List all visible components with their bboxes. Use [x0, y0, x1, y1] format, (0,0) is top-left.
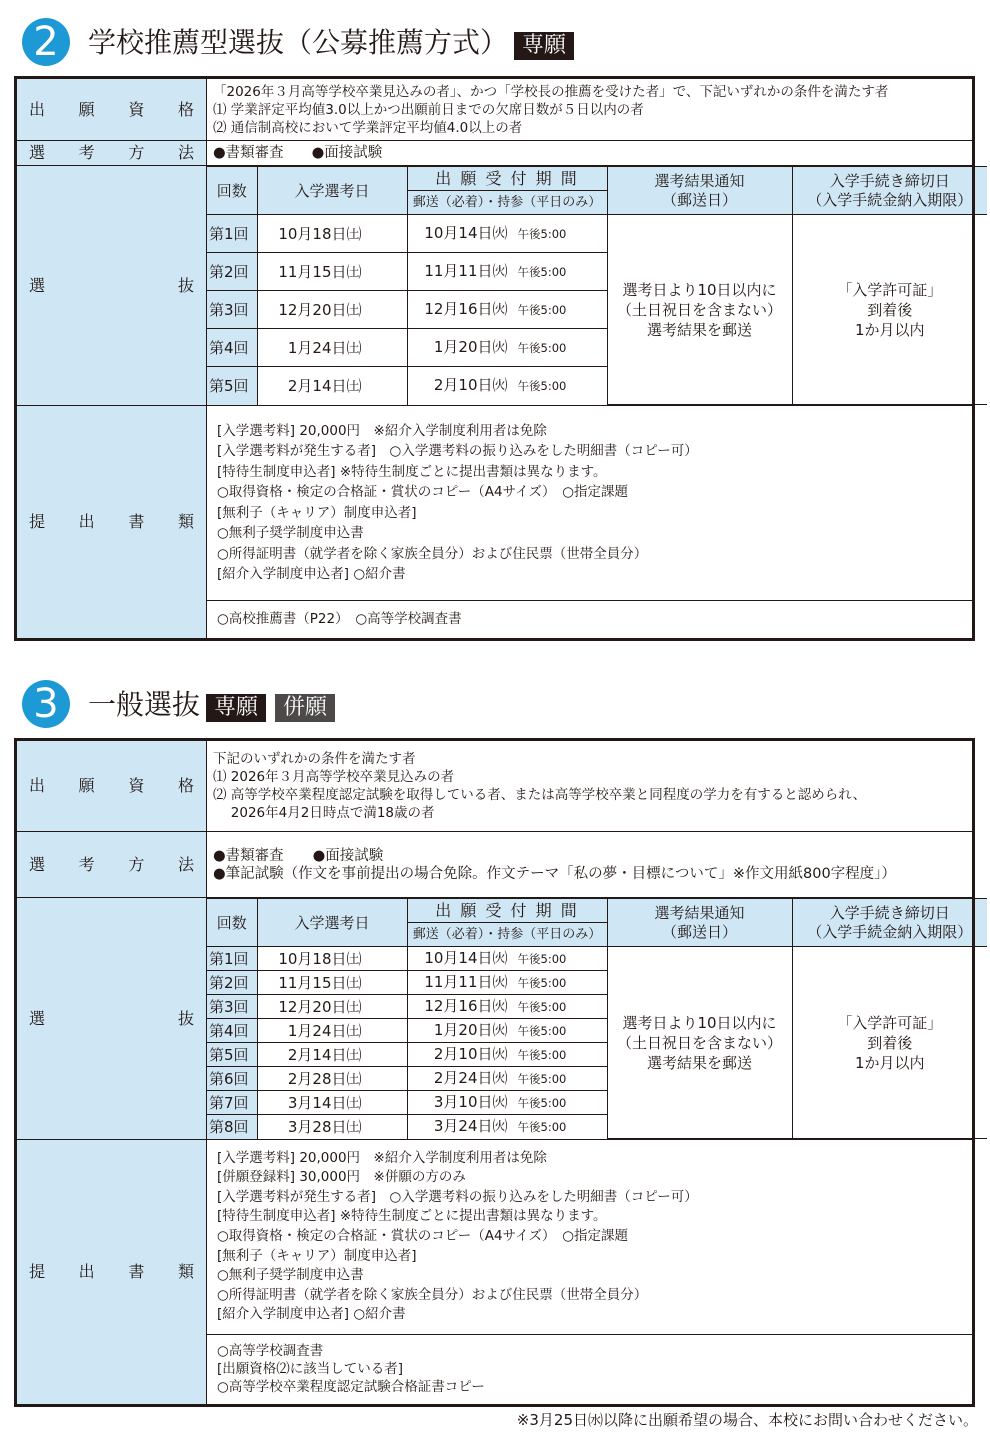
header-period-text: 出 願 受 付 期 間 — [435, 900, 579, 920]
application-deadline-time: 午後5:00 — [517, 952, 567, 966]
qualification-line: ⑵ 通信制高校において学業評定平均値4.0以上の者 — [213, 119, 523, 136]
header-notice — [607, 899, 792, 947]
round-number — [207, 1019, 257, 1043]
enrollment-deadline-line: 「入学許可証」 — [837, 1013, 943, 1032]
label-char: 選 — [29, 854, 46, 874]
enrollment-deadline-info — [792, 215, 987, 405]
round-number-text: 第1回 — [209, 224, 249, 243]
section-number-badge: 2 — [22, 18, 70, 66]
exam-date — [257, 291, 407, 329]
section-header — [14, 676, 975, 738]
application-deadline — [407, 1019, 607, 1043]
application-deadline-date: 1月20日㈫ — [433, 1021, 508, 1039]
exam-date — [257, 253, 407, 291]
document-extra-line: [出願資格⑵に該当している者] — [217, 1361, 404, 1378]
document-line: ○所得証明書（就学者を除く家族全員分）および住民票（世帯全員分） — [217, 545, 648, 562]
label-char: 方 — [128, 854, 145, 874]
document-extra-line: ○高等学校調査書 — [217, 1343, 324, 1360]
exam-date-text: 2月28日㈯ — [287, 1069, 362, 1088]
schedule-header-row — [207, 167, 987, 191]
document-line: [無利子（キャリア）制度申込者] — [217, 504, 417, 521]
round-number-text: 第5回 — [209, 376, 249, 395]
document-line: [紹介入学制度申込者] ○紹介書 — [217, 566, 406, 583]
document-line: ○無利子奨学制度申込書 — [217, 525, 364, 542]
enrollment-deadline-line: 到着後 — [867, 300, 913, 319]
qualification-label — [16, 78, 207, 141]
round-number — [207, 329, 257, 367]
round-number-text: 第7回 — [209, 1093, 249, 1112]
exam-date — [257, 1091, 407, 1115]
result-notice-line: 選考日より10日以内に — [622, 1013, 777, 1032]
schedule-header-row — [207, 899, 987, 923]
header-round-text: 回数 — [216, 913, 247, 932]
header-round — [207, 899, 257, 947]
label-char: 選 — [29, 143, 46, 162]
application-deadline-date: 2月10日㈫ — [433, 376, 508, 395]
round-number-text: 第1回 — [209, 949, 249, 968]
document-line: [入学選考料が発生する者] ○入学選考料の振り込みをした明細書（コピー可） — [217, 443, 698, 460]
section-title-wrap — [88, 26, 574, 60]
selection-label-right: 抜 — [177, 1008, 194, 1028]
round-number — [207, 367, 257, 405]
qualification-row — [16, 78, 974, 141]
method-item: ●書類審査 — [213, 145, 284, 161]
header-period-sub-text: 郵送（必着）・持参（平日のみ） — [412, 926, 602, 942]
result-notice-line: 選考結果を郵送 — [646, 1053, 752, 1072]
application-deadline — [407, 1115, 607, 1139]
documents-extra — [207, 1334, 972, 1404]
section-general-selection — [14, 676, 975, 1407]
header-notice — [607, 167, 792, 215]
round-number-text: 第8回 — [209, 1117, 249, 1136]
application-deadline-time: 午後5:00 — [517, 1048, 567, 1062]
documents-label — [16, 406, 207, 640]
application-deadline — [407, 329, 607, 367]
application-deadline-time: 午後5:00 — [517, 1024, 567, 1038]
label-char: 出 — [78, 1262, 95, 1281]
application-deadline — [407, 253, 607, 291]
document-line: [入学選考料] 20,000円 ※紹介入学制度利用者は免除 — [217, 422, 547, 439]
round-number-text: 第2回 — [209, 262, 249, 281]
document-line: [入学選考料が発生する者] ○入学選考料の振り込みをした明細書（コピー可） — [217, 1188, 698, 1205]
label-char: 法 — [177, 143, 194, 162]
qualification-line: 「2026年３月高等学校卒業見込みの者」、かつ「学校長の推薦を受けた者」で、下記いずれかの条件を満たす者 — [213, 83, 889, 100]
label-char: 方 — [128, 143, 145, 162]
schedule-container — [207, 898, 974, 1140]
label-char: 提 — [29, 1262, 46, 1281]
exam-date-text: 10月18日㈯ — [278, 224, 362, 243]
round-number — [207, 1115, 257, 1139]
application-deadline-date: 2月10日㈫ — [433, 1045, 508, 1063]
qualification-line: ⑴ 学業評定平均値3.0以上かつ出願前日までの欠席日数が５日以内の者 — [213, 101, 644, 118]
method-item: ●面接試験 — [311, 145, 383, 161]
exam-date — [257, 947, 407, 971]
round-number — [207, 1091, 257, 1115]
section-title: 一般選抜 — [88, 688, 201, 721]
exam-date-text: 11月15日㈯ — [278, 973, 362, 992]
application-deadline-time: 午後5:00 — [517, 227, 567, 241]
round-number — [207, 971, 257, 995]
header-period — [407, 899, 607, 923]
result-notice-info — [607, 215, 792, 405]
round-number-text: 第4回 — [209, 338, 249, 357]
schedule-table — [207, 898, 987, 1139]
application-deadline-date: 12月16日㈫ — [424, 997, 508, 1015]
document-line: [無利子（キャリア）制度申込者] — [217, 1247, 417, 1264]
enrollment-deadline-line: 到着後 — [867, 1033, 913, 1052]
round-number — [207, 215, 257, 253]
documents-row — [16, 406, 974, 640]
header-round — [207, 167, 257, 215]
header-notice-sub: （郵送日） — [661, 190, 737, 209]
selection-row — [16, 166, 974, 406]
header-notice-text: 選考結果通知 — [654, 903, 745, 922]
round-number — [207, 1043, 257, 1067]
header-deadline-text: 入学手続き締切日 — [829, 171, 950, 190]
section-number-badge: 3 — [22, 680, 70, 728]
document-line: ○取得資格・検定の合格証・賞状のコピー（A4サイズ） ○指定課題 — [217, 484, 629, 501]
exam-date-text: 1月24日㈯ — [287, 338, 362, 357]
exam-date — [257, 1019, 407, 1043]
enrollment-deadline-line: 1か月以内 — [854, 320, 925, 339]
method-content — [207, 141, 974, 166]
application-deadline-date: 3月24日㈫ — [433, 1117, 508, 1136]
result-notice-line: （土日祝日を含まない） — [616, 300, 782, 319]
document-extra-line: ○高校推薦書（P22） ○高等学校調査書 — [217, 611, 462, 628]
qualification-line: 下記のいずれかの条件を満たす者 — [213, 751, 416, 767]
schedule-container — [207, 166, 974, 406]
application-type-tags — [514, 26, 574, 60]
round-number-text: 第4回 — [209, 1021, 249, 1040]
enrollment-deadline-info — [792, 947, 987, 1139]
method-item: ●筆記試験（作文を事前提出の場合免除。作文テーマ「私の夢・目標について」※作文用紙800字程度」） — [213, 865, 896, 882]
application-deadline-time: 午後5:00 — [517, 1096, 567, 1110]
application-deadline-date: 2月24日㈫ — [433, 1069, 508, 1087]
application-deadline-time: 午後5:00 — [517, 379, 567, 394]
document-line: [特待生制度申込者] ※特待生制度ごとに提出書類は異なります。 — [217, 463, 607, 480]
exam-date — [257, 971, 407, 995]
document-line: ○無利子奨学制度申込書 — [217, 1267, 364, 1284]
round-number — [207, 995, 257, 1019]
label-char: 格 — [177, 99, 194, 119]
documents-list — [207, 406, 972, 600]
application-deadline — [407, 1043, 607, 1067]
label-char: 資 — [128, 99, 145, 119]
round-number-text: 第6回 — [209, 1069, 249, 1088]
document-line: [紹介入学制度申込者] ○紹介書 — [217, 1306, 406, 1323]
application-deadline-time: 午後5:00 — [517, 265, 567, 279]
method-row — [16, 141, 974, 166]
application-type-tag: 専願 — [206, 694, 266, 722]
header-notice-sub: （郵送日） — [661, 922, 737, 941]
requirements-table — [14, 738, 975, 1407]
section-title: 学校推薦型選抜（公募推薦方式） — [88, 26, 509, 59]
document-line: [併願登録料] 30,000円 ※併願の方のみ — [217, 1169, 466, 1186]
documents-extra — [207, 600, 972, 638]
method-row — [16, 832, 974, 898]
label-char: 類 — [177, 1262, 194, 1281]
exam-date-text: 2月14日㈯ — [287, 376, 362, 395]
application-deadline-time: 午後5:00 — [517, 976, 567, 990]
application-deadline-date: 1月20日㈫ — [433, 338, 508, 356]
label-char: 考 — [78, 854, 95, 874]
qualification-line: ⑴ 2026年３月高等学校卒業見込みの者 — [213, 769, 455, 785]
footnote: ※3月25日㈬以降に出願希望の場合、本校にお問い合わせください。 — [516, 1411, 978, 1429]
qualification-label — [16, 740, 207, 832]
qualification-line: ⑵ 高等学校卒業程度認定試験を取得している者、または高等学校卒業と同程度の学力を有すると認められ、 — [213, 787, 867, 803]
header-notice-text: 選考結果通知 — [654, 171, 745, 190]
header-exam-date-text: 入学選考日 — [294, 181, 370, 200]
section-school-recommendation — [14, 14, 975, 641]
enrollment-deadline-line: 「入学許可証」 — [837, 280, 943, 299]
header-period-text: 出 願 受 付 期 間 — [435, 168, 579, 188]
application-type-tags — [206, 688, 335, 722]
documents-row — [16, 1140, 974, 1406]
exam-date-text: 10月18日㈯ — [278, 949, 362, 968]
label-char: 類 — [177, 512, 194, 531]
document-line: [入学選考料] 20,000円 ※紹介入学制度利用者は免除 — [217, 1149, 547, 1166]
documents-list — [207, 1140, 972, 1334]
selection-label — [16, 166, 207, 406]
label-char: 書 — [128, 1262, 145, 1281]
label-char: 出 — [29, 99, 46, 119]
application-deadline — [407, 1091, 607, 1115]
application-deadline — [407, 971, 607, 995]
header-period-sub-text: 郵送（必着）・持参（平日のみ） — [412, 194, 602, 210]
header-deadline — [792, 899, 987, 947]
application-deadline — [407, 1067, 607, 1091]
round-number — [207, 253, 257, 291]
qualification-row — [16, 740, 974, 832]
application-deadline — [407, 215, 607, 253]
document-line: ○所得証明書（就学者を除く家族全員分）および住民票（世帯全員分） — [217, 1286, 648, 1303]
application-deadline — [407, 995, 607, 1019]
method-label — [16, 141, 207, 166]
exam-date-text: 3月28日㈯ — [287, 1117, 362, 1136]
header-deadline-text: 入学手続き締切日 — [829, 903, 950, 922]
documents-container — [207, 1140, 974, 1406]
header-deadline-sub: （入学手続金納入期限） — [807, 922, 973, 941]
document-line: [特待生制度申込者] ※特待生制度ごとに提出書類は異なります。 — [217, 1208, 607, 1225]
requirements-table — [14, 76, 975, 641]
exam-date — [257, 329, 407, 367]
label-char: 書 — [128, 512, 145, 531]
selection-label-left: 選 — [29, 275, 46, 295]
label-char: 願 — [78, 99, 95, 119]
header-exam-date — [257, 167, 407, 215]
application-deadline — [407, 291, 607, 329]
application-type-tag: 専願 — [514, 32, 574, 60]
selection-row — [16, 898, 974, 1140]
result-notice-line: 選考結果を郵送 — [646, 320, 752, 339]
selection-label — [16, 898, 207, 1140]
header-deadline-sub: （入学手続金納入期限） — [807, 190, 973, 209]
schedule-table — [207, 166, 987, 405]
method-content — [207, 832, 974, 898]
round-number-text: 第3回 — [209, 300, 249, 319]
exam-date-text: 3月14日㈯ — [287, 1093, 362, 1112]
application-deadline-date: 10月14日㈫ — [424, 949, 508, 967]
header-exam-date — [257, 899, 407, 947]
selection-label-left: 選 — [29, 1008, 46, 1028]
application-deadline-date: 12月16日㈫ — [424, 300, 508, 318]
exam-date — [257, 1067, 407, 1091]
exam-date — [257, 1043, 407, 1067]
application-deadline-time: 午後5:00 — [517, 1120, 567, 1135]
document-extra-line: ○高等学校卒業程度認定試験合格証書コピー — [217, 1379, 485, 1396]
schedule-row — [207, 215, 987, 253]
enrollment-deadline-line: 1か月以内 — [854, 1053, 925, 1072]
header-period-sub — [407, 191, 607, 215]
application-deadline-date: 11月11日㈫ — [424, 262, 508, 280]
result-notice-info — [607, 947, 792, 1139]
document-line: ○取得資格・検定の合格証・賞状のコピー（A4サイズ） ○指定課題 — [217, 1227, 629, 1244]
label-char: 出 — [29, 776, 46, 795]
header-round-text: 回数 — [216, 181, 247, 200]
application-deadline — [407, 947, 607, 971]
header-period — [407, 167, 607, 191]
exam-date — [257, 215, 407, 253]
selection-label-right: 抜 — [177, 275, 194, 295]
application-deadline-date: 10月14日㈫ — [424, 224, 508, 242]
documents-container — [207, 406, 974, 640]
label-char: 法 — [177, 854, 194, 874]
label-char: 格 — [177, 776, 194, 795]
round-number — [207, 947, 257, 971]
application-deadline-time: 午後5:00 — [517, 303, 567, 317]
exam-date-text: 12月20日㈯ — [278, 997, 362, 1016]
label-char: 提 — [29, 512, 46, 531]
round-number-text: 第5回 — [209, 1045, 249, 1064]
label-char: 願 — [78, 776, 95, 795]
header-period-sub — [407, 923, 607, 947]
qualification-content — [207, 740, 974, 832]
round-number-text: 第3回 — [209, 997, 249, 1016]
label-char: 資 — [128, 776, 145, 795]
exam-date-text: 1月24日㈯ — [287, 1021, 362, 1040]
round-number — [207, 1067, 257, 1091]
exam-date — [257, 1115, 407, 1139]
exam-date — [257, 367, 407, 405]
qualification-content — [207, 78, 974, 141]
documents-table — [207, 1140, 972, 1404]
exam-date-text: 11月15日㈯ — [278, 262, 362, 281]
result-notice-line: （土日祝日を含まない） — [616, 1033, 782, 1052]
exam-date-text: 12月20日㈯ — [278, 300, 362, 319]
method-label — [16, 832, 207, 898]
application-deadline — [407, 367, 607, 405]
round-number — [207, 291, 257, 329]
section-title-wrap — [88, 688, 335, 722]
application-deadline-time: 午後5:00 — [517, 341, 567, 355]
header-exam-date-text: 入学選考日 — [294, 913, 370, 932]
header-deadline — [792, 167, 987, 215]
result-notice-line: 選考日より10日以内に — [622, 280, 777, 299]
label-char: 考 — [78, 143, 95, 162]
exam-date — [257, 995, 407, 1019]
method-item: ●書類審査 ●面接試験 — [213, 847, 384, 864]
section-header — [14, 14, 975, 76]
documents-table — [207, 406, 972, 638]
qualification-line: 2026年4月2日時点で満18歳の者 — [213, 805, 435, 821]
application-deadline-date: 3月10日㈫ — [433, 1093, 508, 1111]
application-deadline-time: 午後5:00 — [517, 1000, 567, 1014]
exam-date-text: 2月14日㈯ — [287, 1045, 362, 1064]
application-type-tag: 併願 — [275, 694, 335, 722]
label-char: 出 — [78, 512, 95, 531]
schedule-row — [207, 947, 987, 971]
application-deadline-date: 11月11日㈫ — [424, 973, 508, 991]
documents-label — [16, 1140, 207, 1406]
round-number-text: 第2回 — [209, 973, 249, 992]
application-deadline-time: 午後5:00 — [517, 1072, 567, 1086]
